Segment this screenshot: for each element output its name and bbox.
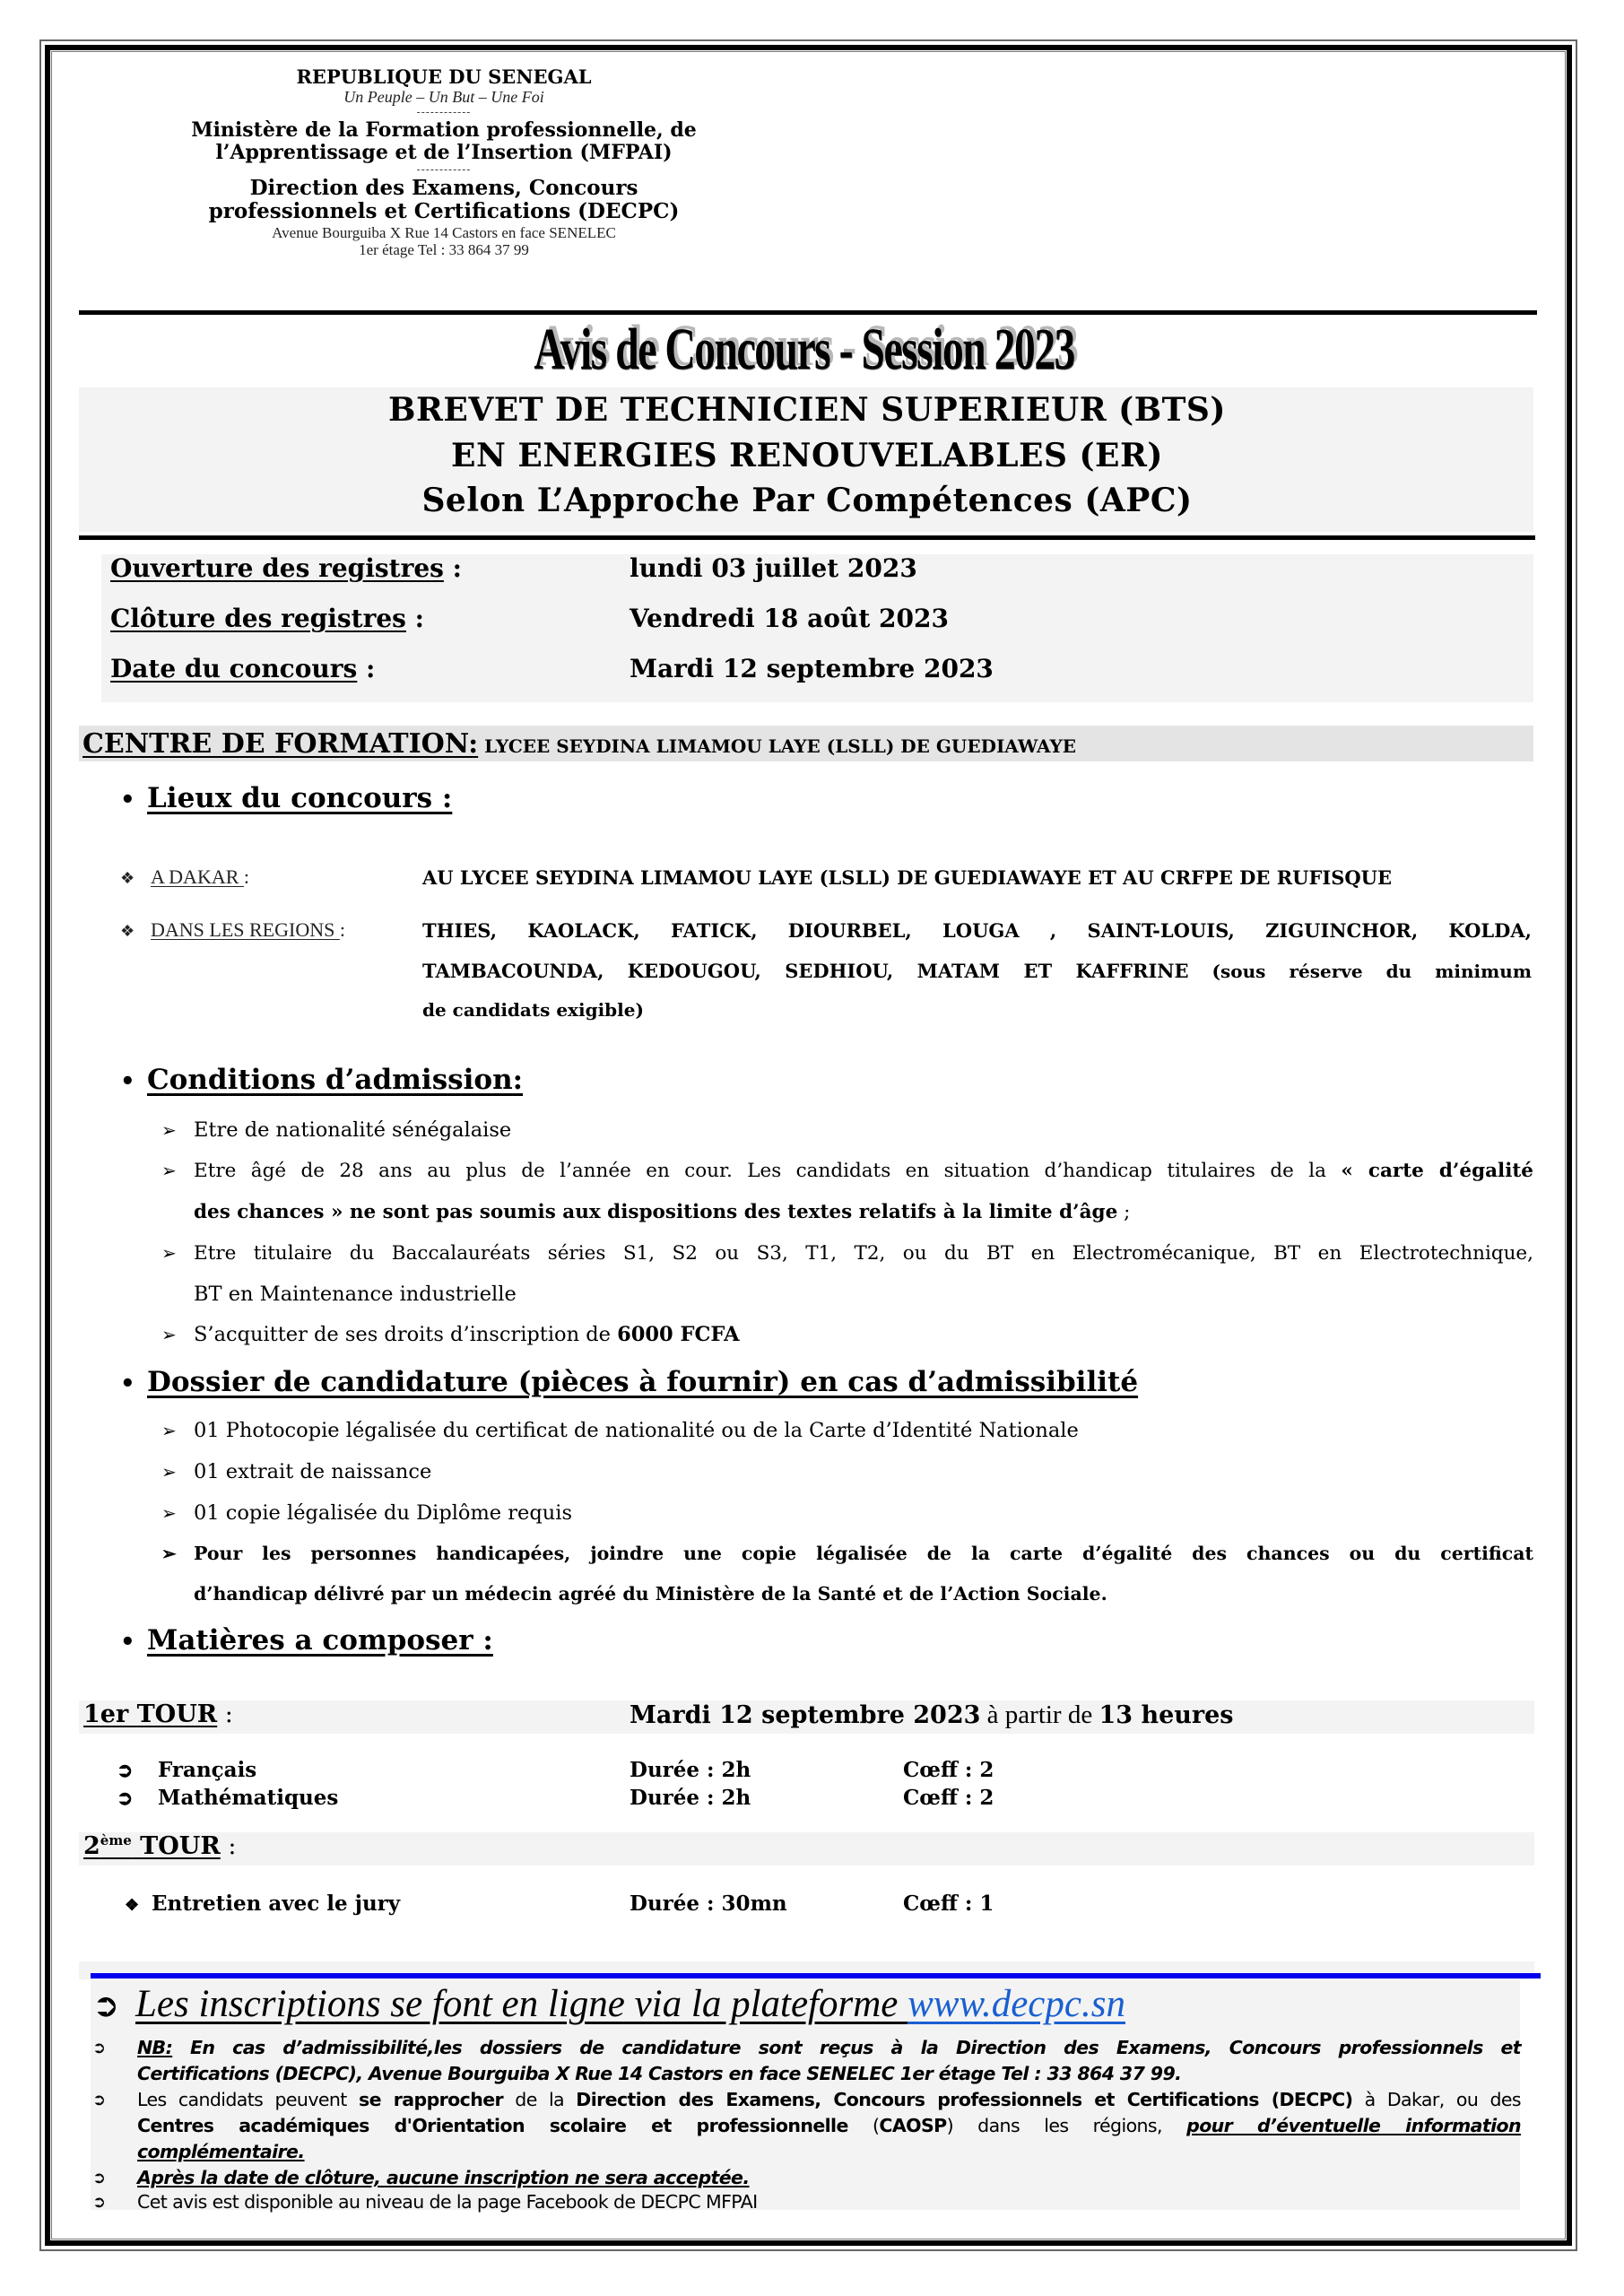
condition-item-continued: BT en Maintenance industrielle (194, 1283, 517, 1306)
round-arrow-icon: ➲ (117, 1787, 134, 1810)
round-arrow-icon: ➲ (92, 2091, 107, 2109)
condition-item-continued: des chances » ne sont pas soumis aux dispositions des textes relatifs à la limite d’âge ; (194, 1201, 1131, 1223)
round-arrow-icon: ➲ (92, 2193, 107, 2212)
training-center-value: LYCEE SEYDINA LIMAMOU LAYE (LSLL) DE GUEDIAWAYE (478, 735, 1077, 757)
first-round-schedule: Mardi 12 septembre 2023 à partir de 13 heures (630, 1700, 1234, 1729)
diamond-bullet-icon: ❖ (120, 869, 135, 887)
letterhead (143, 66, 744, 259)
arrow-bullet-icon: ➢ (161, 1160, 177, 1181)
direction-line-1: Direction des Examens, Concours (249, 176, 638, 201)
arrow-bullet-icon: ➢ (161, 1324, 177, 1345)
separator: ------------ (416, 163, 472, 177)
nb-note: ➲ NB: En cas d’admissibilité,les dossiers de candidature sont reçus à la Direction des Examens, Concours professionnels et Certifications (DECPC), Avenue Bourguiba X Rue 14 Castors en face SENELEC 1er étage Tel : 33 864 37 99. (92, 2037, 1521, 2084)
dossier-item-continued: d’handicap délivré par un médecin agréé du Ministère de la Santé et de l’Action Sociale. (194, 1583, 1107, 1605)
dossier-item: ➢ Pour les personnes handicapées, joindre une copie légalisée de la carte d’égalité des chances ou du certificat (161, 1543, 1533, 1564)
program-line-3: Selon L’Approche Par Compétences (APC) (421, 482, 1193, 519)
place-regions-line-3: de candidats exigible) (422, 999, 644, 1021)
arrow-bullet-icon: ➢ (161, 1119, 177, 1141)
diamond-bullet-icon: ❖ (125, 1896, 140, 1915)
section-heading-dossier: • Dossier de candidature (pièces à fournir) en cas d’admissibilité (120, 1366, 1139, 1398)
bullet-icon: • (120, 1068, 135, 1095)
dossier-item: ➢ 01 copie légalisée du Diplôme requis (161, 1501, 572, 1525)
registration-open-date: lundi 03 juillet 2023 (630, 553, 917, 583)
separator: ------------ (416, 105, 472, 118)
program-rule (79, 535, 1535, 540)
section-heading-lieux: • Lieux du concours : (120, 782, 453, 814)
deadline-warning: ➲ Après la date de clôture, aucune inscription ne sera acceptée. (92, 2165, 1521, 2191)
arrow-bullet-icon: ➢ (161, 1461, 177, 1483)
exam-date: Mardi 12 septembre 2023 (630, 654, 994, 683)
subject-row: ➲ Français (117, 1758, 257, 1782)
second-round-label: 2ème TOUR : (83, 1832, 237, 1860)
first-round-label: 1er TOUR : (83, 1700, 233, 1728)
diamond-bullet-icon: ❖ (120, 922, 135, 940)
subject-duration: Durée : 2h (630, 1758, 751, 1782)
subject-coefficient: Cœff : 2 (903, 1758, 994, 1782)
subject-row: ❖ Entretien avec le jury (125, 1892, 401, 1916)
direction-line-2: professionnels et Certifications (DECPC) (208, 199, 680, 224)
bullet-icon: • (120, 787, 135, 813)
arrow-bullet-icon: ➢ (161, 1543, 177, 1564)
subject-coefficient: Cœff : 1 (903, 1892, 994, 1916)
training-center-label: CENTRE DE FORMATION: (83, 728, 479, 760)
contact-note: ➲ Les candidats peuvent se rapprocher de la Direction des Examens, Concours professionnels et Certifications (DECPC) à Dakar, ou des Centres académiques d'Orientation scolaire et professionnelle (CAOSP) dans les régions, pour d’éventuelle information complémentaire. (92, 2089, 1521, 2162)
footer-blue-rule (91, 1973, 1541, 1979)
training-center (83, 728, 1076, 760)
condition-item: ➢ Etre âgé de 28 ans au plus de l’année en cour. Les candidats en situation d’handicap titulaires de la « carte d’égalité (161, 1160, 1533, 1182)
condition-item: ➢ Etre de nationalité sénégalaise (161, 1118, 512, 1142)
round-arrow-icon: ➲ (92, 2169, 107, 2187)
website-link[interactable]: www.decpc.sn (908, 1983, 1125, 2025)
bullet-icon: • (120, 1370, 135, 1397)
section-heading-matieres: • Matières a composer : (120, 1624, 493, 1657)
second-round-bar (79, 1832, 1534, 1866)
section-heading-conditions: • Conditions d’admission: (120, 1064, 524, 1096)
subject-duration: Durée : 30mn (630, 1892, 787, 1916)
round-arrow-icon: ➲ (92, 1987, 120, 2024)
ministry-line-2: l’Apprentissage et de l’Insertion (MFPAI) (215, 140, 673, 164)
condition-item: ➢ Etre titulaire du Baccalauréats séries S1, S2 ou S3, T1, T2, ou du BT en Electromécanique, BT en Electrotechnique, (161, 1242, 1533, 1265)
national-motto: Un Peuple – Un But – Une Foi (343, 88, 544, 107)
program-line-1: BREVET DE TECHNICIEN SUPERIEUR (BTS) (388, 391, 1226, 429)
subject-row: ➲ Mathématiques (117, 1786, 339, 1810)
exam-date-label: Date du concours : (110, 654, 376, 683)
round-arrow-icon: ➲ (117, 1759, 134, 1782)
arrow-bullet-icon: ➢ (161, 1420, 177, 1441)
address-line-2: 1er étage Tel : 33 864 37 99 (359, 241, 529, 259)
registration-open-label: Ouverture des registres : (110, 553, 462, 583)
online-registration-notice: ➲ Les inscriptions se font en ligne via la plateforme www.decpc.sn (92, 1983, 1125, 2025)
ministry-line-1: Ministère de la Formation professionnelle, de (191, 117, 697, 142)
program-line-2: EN ENERGIES RENOUVELABLES (ER) (451, 437, 1163, 474)
dossier-item: ➢ 01 extrait de naissance (161, 1460, 432, 1483)
place-regions-line-2: TAMBACOUNDA, KEDOUGOU, SEDHIOU, MATAM ET KAFFRINE (sous réserve du minimum (422, 960, 1532, 982)
dossier-item: ➢ 01 Photocopie légalisée du certificat de nationalité ou de la Carte d’Identité Nationale (161, 1419, 1079, 1442)
address-line-1: Avenue Bourguiba X Rue 14 Castors en face SENELEC (272, 223, 616, 241)
place-dakar-label: ❖ A DAKAR : (120, 865, 250, 888)
registration-close-label: Clôture des registres : (110, 604, 425, 633)
arrow-bullet-icon: ➢ (161, 1502, 177, 1524)
registration-close-date: Vendredi 18 août 2023 (630, 604, 949, 633)
republic-name: REPUBLIQUE DU SENEGAL (296, 65, 592, 88)
header-rule (79, 310, 1537, 315)
place-regions-line-1: THIES, KAOLACK, FATICK, DIOURBEL, LOUGA , SAINT-LOUIS, ZIGUINCHOR, KOLDA, (422, 919, 1532, 942)
round-arrow-icon: ➲ (92, 2039, 107, 2057)
facebook-note: ➲ Cet avis est disponible au niveau de la page Facebook de DECPC MFPAI (92, 2189, 1521, 2215)
notice-title: Avis de Concours - Session 2023 (534, 317, 1075, 382)
place-regions-label: ❖ DANS LES REGIONS : (120, 918, 345, 941)
subject-coefficient: Cœff : 2 (903, 1786, 994, 1810)
bullet-icon: • (120, 1629, 135, 1656)
place-dakar-value: AU LYCEE SEYDINA LIMAMOU LAYE (LSLL) DE GUEDIAWAYE ET AU CRFPE DE RUFISQUE (422, 866, 1392, 889)
condition-item: ➢ S’acquitter de ses droits d’inscription de 6000 FCFA (161, 1323, 740, 1346)
arrow-bullet-icon: ➢ (161, 1242, 177, 1264)
subject-duration: Durée : 2h (630, 1786, 751, 1810)
